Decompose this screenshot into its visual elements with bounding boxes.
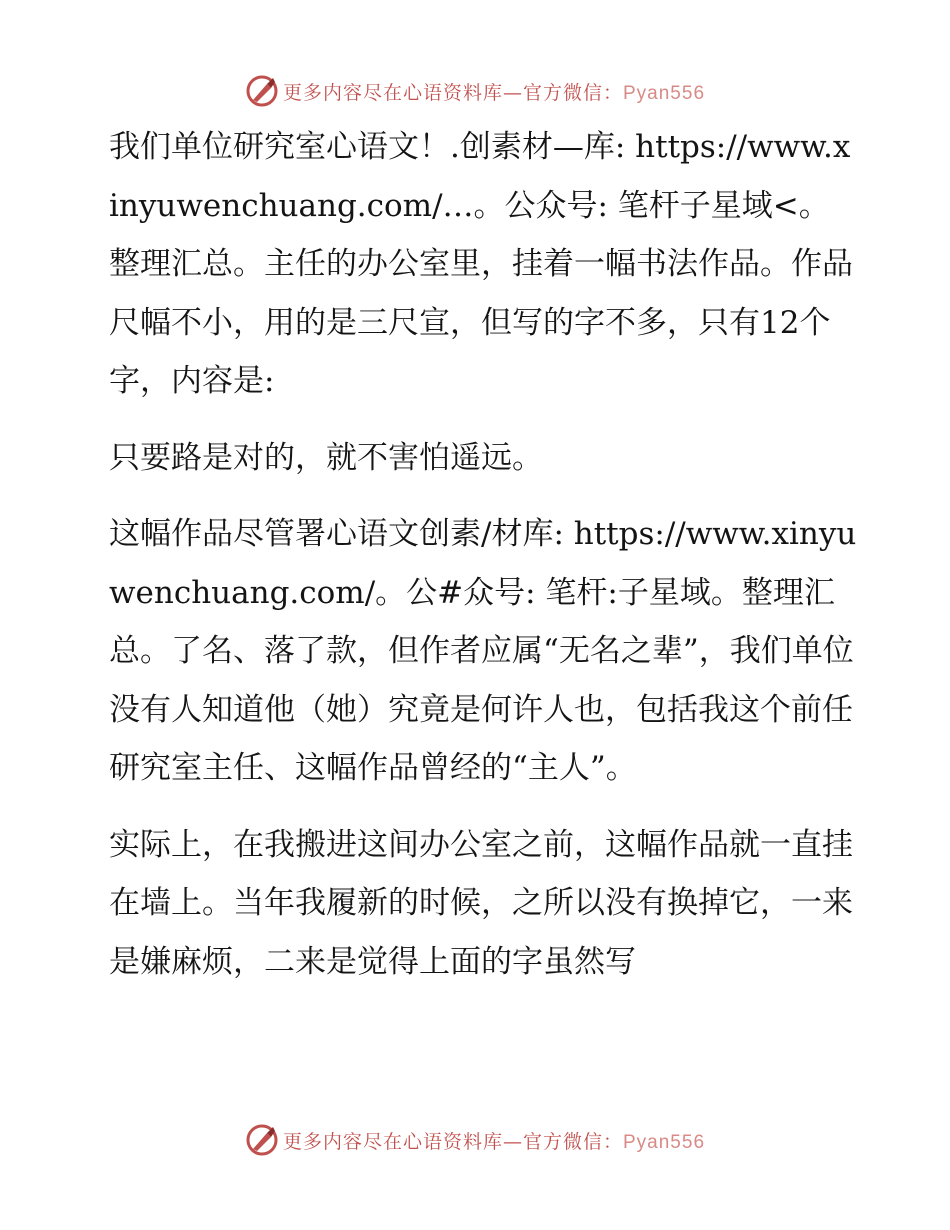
banner-text: 更多内容尽在心语资料库—官方微信：Pyan556: [282, 81, 706, 104]
document-body: [97, 118, 857, 991]
paragraph-2: 只要路是对的，就不害怕遥远。: [109, 439, 543, 476]
footer-banner: [0, 1120, 950, 1160]
pen-circle-logo-icon: [245, 74, 279, 108]
banner-text: 更多内容尽在心语资料库—官方微信：Pyan556: [282, 1130, 706, 1153]
paragraph-1: 我们单位研究室心语文！.创素材—库: https://www.xinyuwenchuang.com/…。公众号: 笔杆子星域<。整理汇总。主任的办公室里，挂着一幅书法作品。作品尺幅不小，用的是三尺宣，但写的字不多，只有12个字，内容是:: [109, 129, 853, 399]
header-banner: [0, 71, 950, 111]
pen-circle-logo-icon: [245, 1123, 279, 1157]
paragraph-3: 这幅作品尽管署心语文创素/材库: https://www.xinyuwenchuang.com/。公#众号: 笔杆:子星域。整理汇总。了名、落了款，但作者应属“无名之辈”，我们单位没有人知道他（她）究竟是何许人也，包括我这个前任研究室主任、这幅作品曾经的“主人”。: [109, 516, 857, 786]
paragraph-4: 实际上，在我搬进这间办公室之前，这幅作品就一直挂在墙上。当年我履新的时候，之所以没有换掉它，一来是嫌麻烦，二来是觉得上面的字虽然写: [109, 826, 853, 980]
wechat-id: Pyan556: [623, 82, 706, 104]
wechat-id: Pyan556: [623, 1131, 706, 1153]
